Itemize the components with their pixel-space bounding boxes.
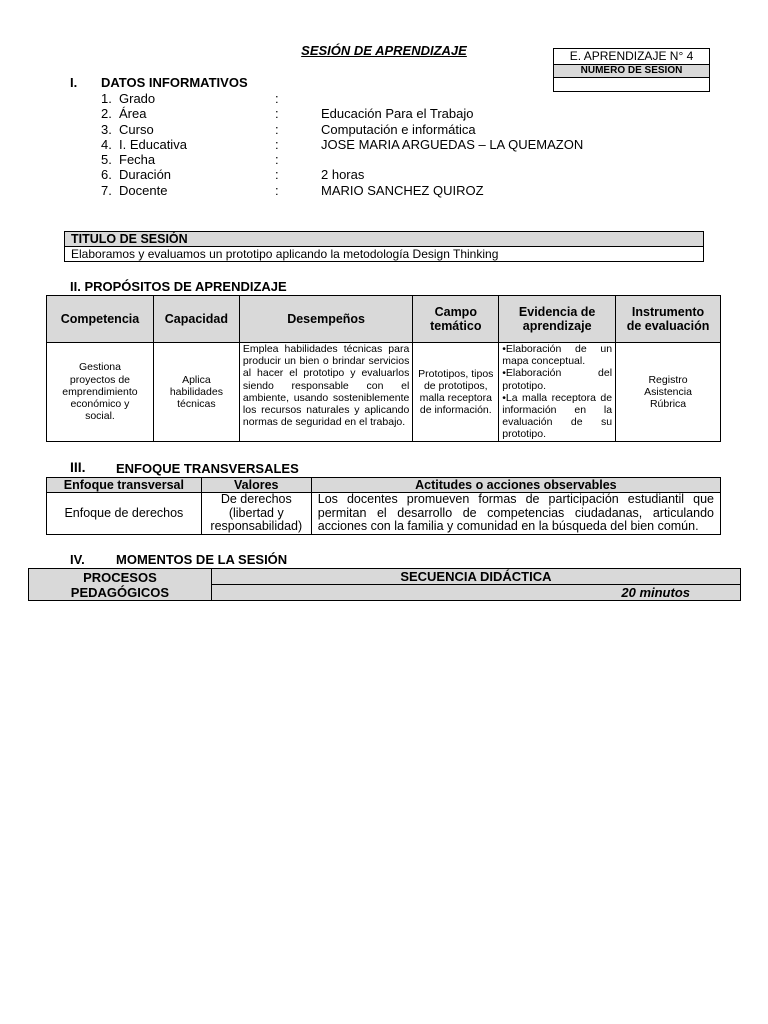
- datos-colon: :: [275, 182, 279, 198]
- approach-header-row: [47, 478, 721, 493]
- cell-actitudes: Los docentes promueven formas de participación estudiantil que permitan el desarrollo de competencias ciudadanas, articulando acciones con la familia y comunidad en la búsqueda del bien común.: [311, 493, 720, 535]
- evidencia-item: •La malla receptora de información en la evaluación de su prototipo.: [502, 391, 613, 441]
- session-title-table: [64, 231, 704, 262]
- datos-label: Docente: [119, 182, 168, 198]
- section4-heading: MOMENTOS DE LA SESIÓN: [116, 552, 288, 567]
- cell-secuencia: SECUENCIA DIDÁCTICA: [211, 569, 740, 585]
- datos-value: [321, 152, 681, 167]
- section1-heading: DATOS INFORMATIVOS: [101, 75, 248, 90]
- cell-enfoque: Enfoque de derechos: [47, 493, 202, 535]
- col-instrumento: Instrumento de evaluación: [616, 296, 721, 343]
- instrumento-item: Registro: [648, 373, 688, 386]
- datos-label: I. Educativa: [119, 136, 187, 152]
- session-title-value: Elaboramos y evaluamos un prototipo aplicando la metodología Design Thinking: [65, 247, 704, 262]
- datos-label: Fecha: [119, 152, 156, 168]
- section3-roman: III.: [70, 459, 86, 475]
- datos-value: [321, 91, 681, 106]
- cell-campo: Prototipos, tipos de prototipos, malla receptora de información.: [413, 343, 499, 442]
- datos-num: 5.: [101, 152, 112, 168]
- datos-colon: :: [275, 167, 279, 183]
- datos-num: 4.: [101, 136, 112, 152]
- cell-procesos: [29, 569, 212, 601]
- col-campo: Campo temático: [413, 296, 499, 343]
- approach-row: [47, 493, 721, 535]
- section2-heading: II. PROPÓSITOS DE APRENDIZAJE: [70, 279, 287, 294]
- datos-label: Duración: [119, 167, 172, 183]
- instrumento-item: Rúbrica: [649, 398, 687, 411]
- datos-colon: :: [275, 152, 279, 168]
- datos-value: MARIO SANCHEZ QUIROZ: [321, 182, 484, 198]
- datos-label: Grado: [119, 91, 156, 106]
- datos-value: 2 horas: [321, 167, 365, 183]
- cell-instrumento: [616, 343, 721, 442]
- approach-table: [46, 477, 721, 535]
- col-desempenos: Desempeños: [239, 296, 412, 343]
- datos-row: [101, 152, 681, 167]
- section3-heading: ENFOQUE TRANSVERSALES: [116, 461, 299, 476]
- evidencia-item: •Elaboración de un mapa conceptual.: [502, 343, 613, 368]
- datos-num: 1.: [101, 91, 112, 106]
- evidencia-item: •Elaboración del prototipo.: [502, 367, 613, 392]
- section1-roman: I.: [70, 75, 78, 90]
- purposes-row: [47, 343, 721, 442]
- datos-label: Curso: [119, 121, 154, 137]
- datos-row: [101, 122, 681, 137]
- datos-colon: :: [275, 136, 279, 152]
- section4-roman: IV.: [70, 552, 85, 567]
- cell-time: 20 minutos: [211, 585, 740, 601]
- col-valores: Valores: [201, 478, 311, 493]
- datos-list: [101, 91, 681, 198]
- datos-colon: :: [275, 91, 279, 106]
- purposes-header-row: [47, 296, 721, 343]
- session-box-heading: E. APRENDIZAJE N° 4: [554, 49, 709, 65]
- col-evidencia: Evidencia de aprendizaje: [499, 296, 616, 343]
- session-box-label: NUMERO DE SESION: [554, 65, 709, 78]
- datos-num: 3.: [101, 121, 112, 137]
- datos-value: JOSE MARIA ARGUEDAS – LA QUEMAZON: [321, 136, 584, 152]
- cell-capacidad: Aplica habilidades técnicas: [153, 343, 239, 442]
- cell-evidencia: [499, 343, 616, 442]
- datos-colon: :: [275, 106, 279, 122]
- valores-line: (libertad y: [228, 505, 284, 520]
- datos-row: [101, 137, 681, 152]
- document-title: SESIÓN DE APRENDIZAJE: [301, 43, 467, 58]
- datos-num: 7.: [101, 182, 112, 198]
- procesos-line: PROCESOS: [83, 569, 157, 585]
- datos-value: Educación Para el Trabajo: [321, 106, 474, 122]
- col-competencia: Competencia: [47, 296, 154, 343]
- datos-num: 2.: [101, 106, 112, 122]
- datos-row: [101, 106, 681, 121]
- purposes-table: [46, 295, 721, 442]
- col-capacidad: Capacidad: [153, 296, 239, 343]
- procesos-line: PEDAGÓGICOS: [70, 584, 170, 600]
- datos-value: Computación e informática: [321, 121, 476, 137]
- datos-row: [101, 91, 681, 106]
- valores-line: responsabilidad): [210, 519, 303, 533]
- col-enfoque: Enfoque transversal: [47, 478, 202, 493]
- session-title-label: TITULO DE SESIÓN: [65, 232, 704, 247]
- datos-num: 6.: [101, 167, 112, 183]
- cell-valores: [201, 493, 311, 535]
- datos-colon: :: [275, 121, 279, 137]
- datos-label: Área: [119, 106, 147, 122]
- session-number-box: [553, 48, 710, 92]
- datos-row: [101, 183, 681, 198]
- cell-desempenos: Emplea habilidades técnicas para producir un bien o brindar servicios al hacer el prototipo y evaluarlos siendo responsable con el ambiente, usando sosteniblemente los recursos naturales y aplicando normas de seguridad en el trabajo.: [239, 343, 412, 442]
- datos-row: [101, 167, 681, 182]
- cell-competencia: Gestiona proyectos de emprendimiento económico y social.: [47, 343, 154, 442]
- col-actitudes: Actitudes o acciones observables: [311, 478, 720, 493]
- moments-table: [28, 568, 741, 601]
- valores-line: De derechos: [220, 492, 292, 506]
- instrumento-item: Asistencia: [644, 385, 692, 398]
